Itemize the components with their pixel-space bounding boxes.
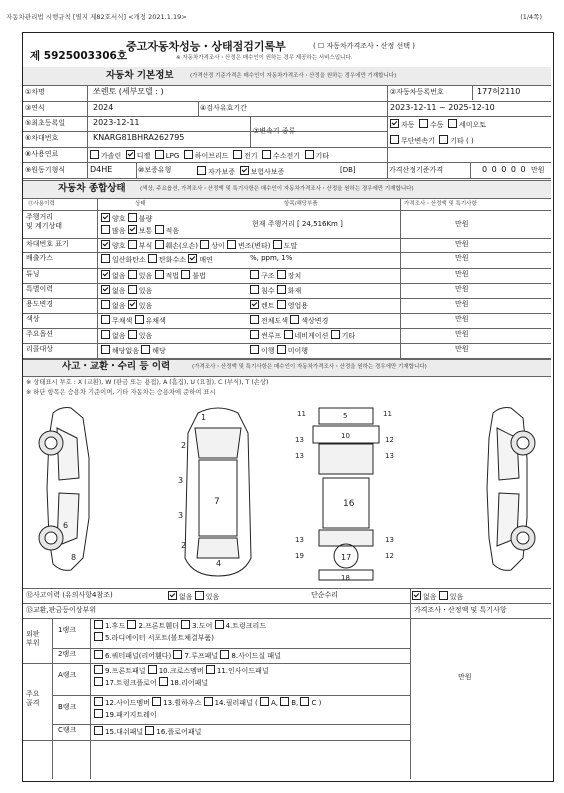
summary-row-label: 리콜대상 [26, 345, 54, 353]
db-label: [DB] [340, 166, 356, 174]
svg-text:3: 3 [178, 476, 184, 485]
svg-text:13: 13 [295, 436, 304, 444]
svg-text:17: 17 [341, 553, 352, 562]
summary-price-unit: 만원 [455, 270, 469, 278]
summary-col-item: ⑪사용이력 [28, 201, 55, 207]
page-number: (1/4쪽) [520, 13, 542, 21]
summary-row-detail: 렌트 영업용 [250, 300, 308, 311]
passenger-car-note: ※ 하단 항목은 승용차 기준이며, 기타 자동차는 승용차에 준하여 표시 [26, 389, 216, 396]
row-divider [23, 268, 551, 269]
summary-row-detail: 썬루프 네비게이션 기타 [250, 330, 355, 341]
fuel-label: ⑧사용연료 [25, 150, 59, 158]
summary-row-options[interactable]: 없음 있음 [101, 300, 152, 311]
accident-note: (가격조사・산정액 및 특기사항은 매수인이 자동차가격조사・산정을 원하는 경우에만 기재합니다) [192, 364, 427, 370]
summary-price-unit: 만원 [455, 285, 469, 293]
rank-divider [52, 695, 410, 696]
rank-label: C랭크 [58, 726, 77, 734]
rank-items[interactable]: 5.라디에이터 서포트(볼트체결부품) [94, 632, 214, 643]
inspection-validity-value: 2023-12-11 ~ 2025-12-10 [390, 103, 495, 112]
svg-text:12: 12 [385, 552, 394, 560]
summary-price-unit: 만원 [455, 300, 469, 308]
accident-history-options[interactable]: 없음 있음 [168, 591, 219, 602]
car-top-view [178, 408, 251, 576]
inspection-validity-label: ④검사유효기간 [200, 104, 247, 112]
model-year-label: ③연식 [25, 104, 45, 112]
form-title: 중고자동차성능・상태점검기록부 [126, 40, 286, 53]
price-basis-unit: 만원 [531, 166, 545, 174]
summary-row-options[interactable]: 해당없음 해당 [101, 345, 166, 356]
svg-text:8: 8 [71, 553, 77, 562]
parts-price-header: 가격조사・산정액 및 특기사항 [414, 606, 507, 614]
col-divider [52, 618, 53, 779]
row-divider [23, 238, 551, 239]
summary-row-label: 주행거리 및 계기상태 [26, 213, 63, 230]
first-registration-value: 2023-12-11 [93, 118, 140, 127]
summary-row-options[interactable]: 없음 있음 적법 불법 [101, 270, 206, 281]
summary-row-options[interactable]: 일산화탄소 탄화수소 매연 [101, 254, 213, 265]
svg-text:7: 7 [214, 497, 220, 507]
summary-col-detail: 항목/해당부품 [284, 201, 318, 207]
rank-divider [52, 724, 410, 725]
summary-row-label: 주요옵션 [26, 330, 54, 338]
row-divider [23, 343, 551, 344]
svg-text:11: 11 [383, 410, 392, 418]
summary-price-unit: 만원 [455, 254, 469, 262]
rank-items[interactable]: 15.대쉬패널 16.플로어패널 [94, 726, 201, 737]
svg-text:1: 1 [201, 413, 207, 422]
rank-label: A랭크 [58, 671, 77, 679]
engine-type-label: ⑨원동기형식 [25, 166, 66, 174]
summary-row-options[interactable]: 없음 있음 [101, 285, 152, 296]
form-number: 제 5925003306호 [30, 50, 128, 62]
svg-text:13: 13 [295, 452, 304, 460]
basic-info-heading: 자동차 기본정보 [106, 70, 174, 81]
form-header-left: 자동차관리법 시행규칙 [별지 제82호서식] <개정 2021.1.19> [6, 13, 187, 21]
summary-row-label: 색상 [26, 315, 40, 323]
summary-row-label: 배출가스 [26, 254, 54, 262]
price-service-option[interactable]: ( ☐ 자동차가격조사・산정 선택 ) [313, 42, 416, 50]
summary-heading: 자동차 종합상태 [58, 183, 126, 194]
rank-divider [52, 648, 410, 649]
summary-row-label: 튜닝 [26, 270, 40, 278]
row-divider [23, 298, 551, 299]
accident-history-label: ⑫사고이력 (유의사항4참조) [26, 591, 113, 599]
vehicle-name-label: ①차명 [25, 88, 45, 96]
simple-repair-label: 단순수리 [311, 591, 339, 599]
vin-label: ⑥차대번호 [25, 134, 59, 142]
rank-label: 1랭크 [58, 626, 76, 634]
car-damage-diagram [23, 398, 551, 583]
rank-items[interactable]: 17.트렁크플로어 18.리어패널 [94, 677, 208, 688]
vin-value: KNARG81BHRA262795 [93, 133, 185, 142]
svg-text:19: 19 [295, 552, 304, 560]
transmission-options-row1[interactable]: 자동 수동 세미오토 [390, 119, 486, 130]
svg-text:2: 2 [181, 541, 187, 550]
summary-row-options[interactable]: 많음 보통 적음 [101, 225, 179, 236]
row-divider [23, 358, 551, 359]
svg-text:13: 13 [385, 452, 394, 460]
engine-type-value: D4HE [90, 165, 113, 174]
summary-row-options[interactable]: 없음 있음 [101, 330, 152, 341]
summary-row-detail: 구조 장치 [250, 270, 301, 281]
service-note: ※ 자동차가격조사・산정은 매수인이 원하는 경우 제공하는 서비스입니다. [176, 55, 353, 61]
rank-label: 2랭크 [58, 650, 76, 658]
price-basis-value: 0 0 0 0 0 [482, 165, 527, 174]
simple-repair-options[interactable]: 없음 있음 [412, 591, 463, 602]
car-left-side-view [39, 408, 89, 571]
summary-row-options[interactable]: 양호 부식 훼손(오손) 상이 변조(변타) 도말 [101, 240, 297, 251]
svg-text:4: 4 [216, 559, 222, 568]
summary-price-unit: 만원 [455, 330, 469, 338]
svg-text:13: 13 [385, 536, 394, 544]
vehicle-name-value: 쏘렌토 (세부모델 : ) [93, 87, 164, 96]
rank-divider [23, 663, 411, 664]
summary-row-options[interactable]: 양호 불량 [101, 213, 152, 224]
svg-text:13: 13 [295, 536, 304, 544]
svg-text:6: 6 [63, 521, 69, 530]
price-basis-label: 가격산정기준가격 [389, 166, 444, 174]
svg-text:10: 10 [341, 432, 350, 440]
summary-note: (색상, 주요옵션, 가격조사・산정액 및 특기사항은 매수인이 자동차가격조사・산정을 원하는 경우에만 기재합니다) [140, 186, 414, 192]
summary-price-unit: 만원 [455, 315, 469, 323]
transmission-label: ⑦변속기 종류 [253, 127, 296, 135]
rank-items[interactable]: 19.패키지트레이 [94, 709, 157, 720]
rank-label: B랭크 [58, 703, 77, 711]
row-divider [23, 328, 551, 329]
summary-col-price: 가격조사・산정액 및 특기사항 [404, 201, 477, 207]
rank-items[interactable]: 6.쿼터패널(리어휀다) 7.루프패널 8.사이드실 패널 [94, 650, 281, 661]
summary-row-detail: %, ppm, 1% [250, 254, 293, 262]
row-divider [23, 283, 551, 284]
summary-price-unit: 만원 [455, 220, 469, 228]
summary-price-unit: 만원 [455, 240, 469, 248]
basic-info-note: (가격산정 기준가격은 매수인이 자동차가격조사・산정을 원하는 경우에만 기재합니다) [190, 73, 397, 79]
parts-label: ⑬교환,판금등이상부위 [26, 606, 97, 614]
first-registration-label: ⑤최초등록일 [25, 119, 66, 127]
summary-row-detail: 전체도색 색상변경 [250, 315, 328, 326]
col-divider [90, 618, 91, 779]
summary-row-detail: 현재 주행거리 [ 24,516Km ] [252, 220, 343, 228]
registration-number-value: 177허2110 [477, 87, 521, 96]
summary-col-state: 상태 [135, 201, 146, 207]
car-right-side-view [487, 408, 535, 571]
summary-row-label: 용도변경 [26, 300, 54, 308]
outer-panel-label: 외판 부위 [26, 630, 40, 647]
fuel-options[interactable]: 가솔린 디젤 LPG 하이브리드 전기 수소전기 기타 [90, 150, 329, 161]
registration-number-label: ②자동차등록번호 [390, 88, 444, 96]
svg-text:12: 12 [385, 436, 394, 444]
rank-divider [23, 740, 411, 741]
transmission-options-row2[interactable]: 무단변속기 기타 ( ) [390, 135, 474, 146]
rank-items[interactable]: 1.후드 2.프론트휀더 3.도어 4.트렁크리드 [94, 620, 266, 631]
summary-price-unit: 만원 [455, 345, 469, 353]
main-frame-label: 주요 골격 [26, 690, 40, 707]
summary-row-options[interactable]: 무채색 유채색 [101, 315, 166, 326]
row-divider [23, 313, 551, 314]
svg-text:2: 2 [181, 441, 187, 450]
car-frame-view [295, 408, 394, 582]
model-year-value: 2024 [93, 103, 114, 112]
accident-heading: 사고・교환・수리 등 이력 [62, 361, 171, 372]
summary-row-label: 특별이력 [26, 285, 54, 293]
summary-row-label: 차대번호 표기 [26, 240, 69, 248]
row-divider [23, 252, 551, 253]
summary-row-detail: 침수 화재 [250, 285, 301, 296]
svg-text:5: 5 [343, 412, 348, 420]
status-symbol-legend: ※ 상태표시 부호 : X (교환), W (판금 또는 용접), A (흠집), U (요철), C (부식), T (손상) [26, 379, 269, 386]
warranty-options[interactable]: 자가보증 보험사보증 [197, 166, 284, 177]
svg-text:18: 18 [341, 574, 350, 582]
svg-text:11: 11 [297, 410, 306, 418]
rank-items[interactable]: 9.프론트패널 10.크로스멤버 11.인사이드패널 [94, 665, 269, 676]
svg-text:3: 3 [178, 511, 184, 520]
warranty-label: ⑩보증유형 [138, 166, 172, 174]
parts-price-unit: 만원 [458, 673, 472, 681]
rank-items[interactable]: 12.사이드멤버 13.휠하우스 14.필러패널 ( A, B, C ) [94, 697, 321, 708]
summary-row-detail: 이행 미이행 [250, 345, 308, 356]
svg-text:16: 16 [343, 499, 355, 509]
